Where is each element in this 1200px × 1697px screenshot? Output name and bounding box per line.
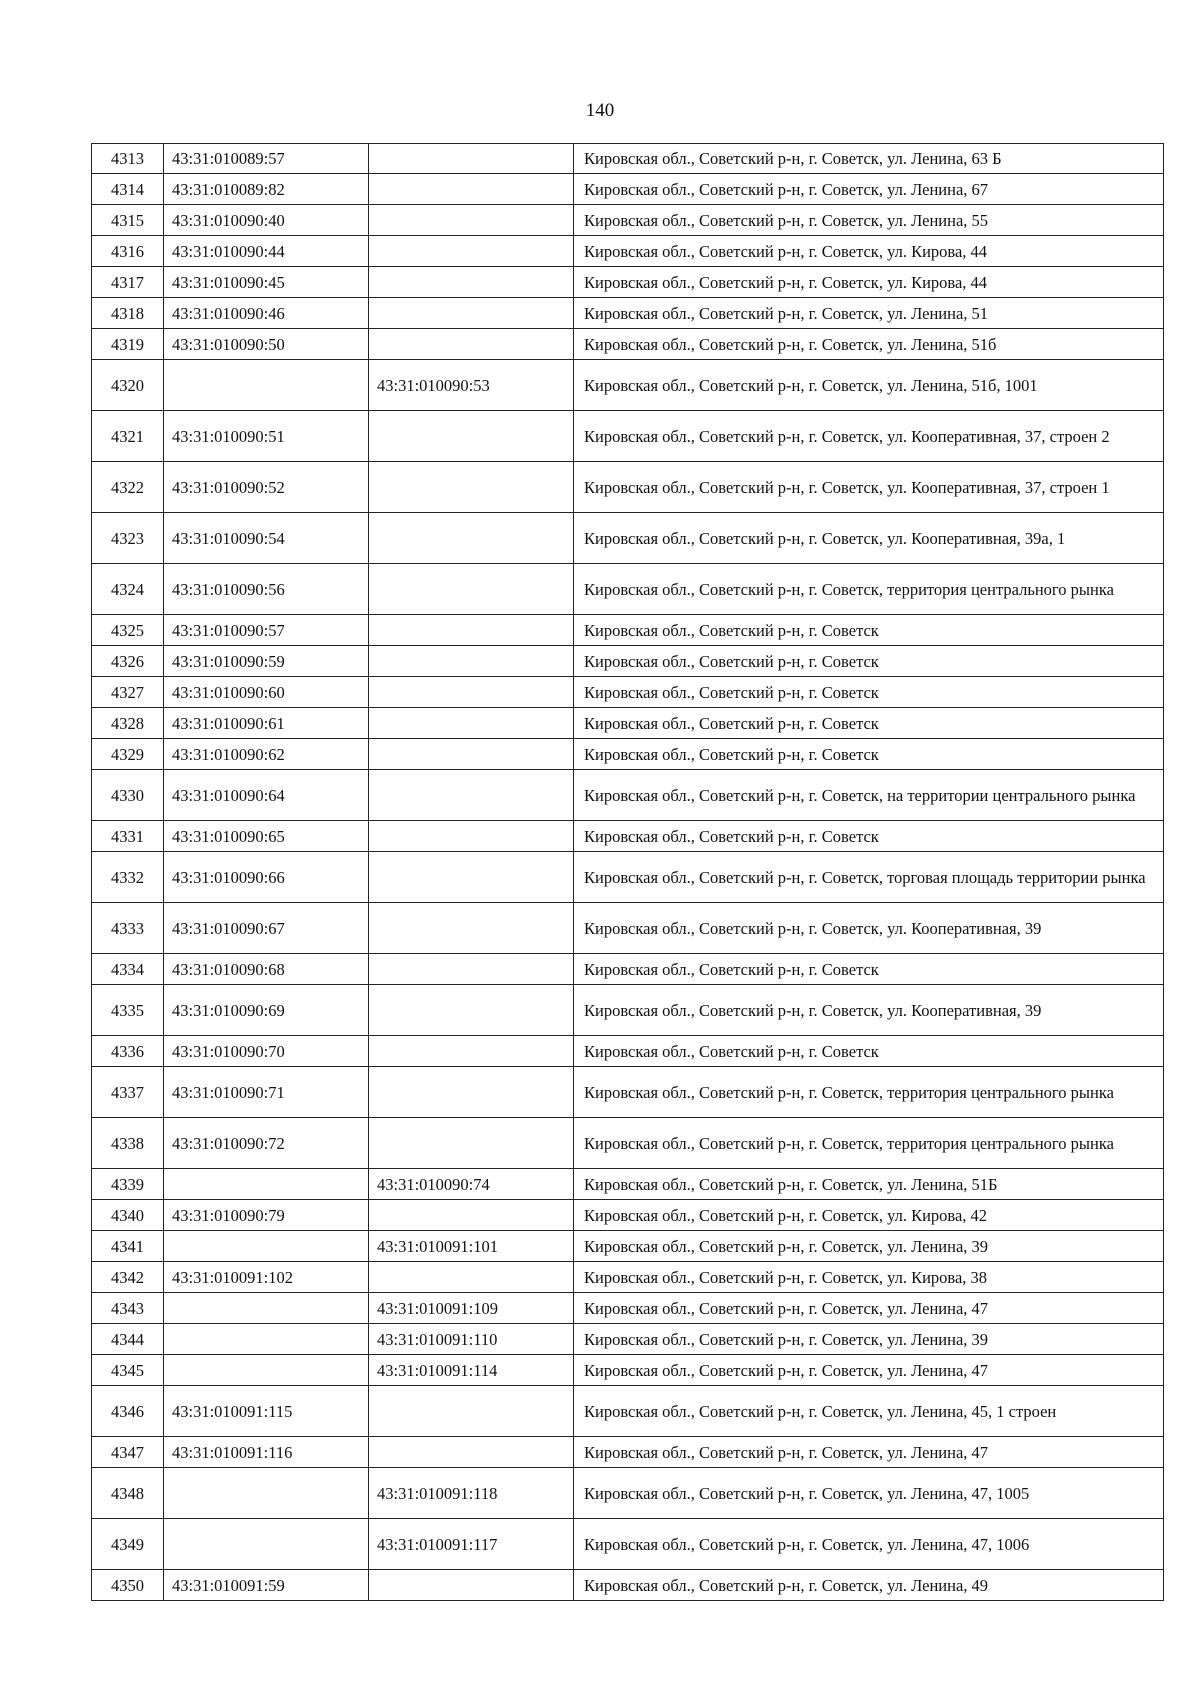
table-row xyxy=(92,564,1164,615)
cadastral-number-cell: 43:31:010090:66 xyxy=(164,852,369,903)
address-cell: Кировская обл., Советский р-н, г. Советск, ул. Кооперативная, 39 xyxy=(574,903,1164,954)
cadastral-number-cell: 43:31:010090:59 xyxy=(164,646,369,677)
row-number-cell: 4313 xyxy=(92,144,164,174)
table-row xyxy=(92,646,1164,677)
address-cell: Кировская обл., Советский р-н, г. Советск, ул. Ленина, 55 xyxy=(574,205,1164,236)
row-number-cell: 4334 xyxy=(92,954,164,985)
row-number-cell: 4318 xyxy=(92,298,164,329)
cadastral-number-cell: 43:31:010091:115 xyxy=(164,1386,369,1437)
page-number: 140 xyxy=(585,100,615,121)
cadastral-number-cell: 43:31:010091:102 xyxy=(164,1262,369,1293)
row-number-cell: 4346 xyxy=(92,1386,164,1437)
row-number-cell: 4322 xyxy=(92,462,164,513)
row-number-cell: 4314 xyxy=(92,174,164,205)
cadastral-number-cell: 43:31:010090:56 xyxy=(164,564,369,615)
cadastral-number-cell xyxy=(164,1231,369,1262)
address-cell: Кировская обл., Советский р-н, г. Советск, ул. Кирова, 42 xyxy=(574,1200,1164,1231)
table-row xyxy=(92,329,1164,360)
table-row xyxy=(92,1262,1164,1293)
cadastral-number-cell: 43:31:010090:45 xyxy=(164,267,369,298)
cadastral-number-alt-cell xyxy=(369,770,574,821)
cadastral-number-cell: 43:31:010089:57 xyxy=(164,144,369,174)
cadastral-number-alt-cell xyxy=(369,1067,574,1118)
row-number-cell: 4317 xyxy=(92,267,164,298)
row-number-cell: 4337 xyxy=(92,1067,164,1118)
address-cell: Кировская обл., Советский р-н, г. Советск, ул. Ленина, 63 Б xyxy=(574,144,1164,174)
cadastral-number-cell: 43:31:010089:82 xyxy=(164,174,369,205)
row-number-cell: 4344 xyxy=(92,1324,164,1355)
cadastral-number-alt-cell: 43:31:010091:110 xyxy=(369,1324,574,1355)
cadastral-number-cell: 43:31:010090:46 xyxy=(164,298,369,329)
table-row xyxy=(92,513,1164,564)
address-cell: Кировская обл., Советский р-н, г. Советск xyxy=(574,708,1164,739)
table-row xyxy=(92,205,1164,236)
address-cell: Кировская обл., Советский р-н, г. Советск, ул. Кооперативная, 37, строен 1 xyxy=(574,462,1164,513)
cadastral-number-alt-cell xyxy=(369,1036,574,1067)
cadastral-number-alt-cell xyxy=(369,267,574,298)
cadastral-number-alt-cell xyxy=(369,205,574,236)
table-row xyxy=(92,1519,1164,1570)
cadastral-number-cell xyxy=(164,360,369,411)
cadastral-number-alt-cell: 43:31:010091:118 xyxy=(369,1468,574,1519)
address-cell: Кировская обл., Советский р-н, г. Советск xyxy=(574,1036,1164,1067)
cadastral-number-alt-cell xyxy=(369,144,574,174)
table-row xyxy=(92,852,1164,903)
table-row xyxy=(92,298,1164,329)
row-number-cell: 4342 xyxy=(92,1262,164,1293)
cadastral-number-alt-cell xyxy=(369,677,574,708)
address-cell: Кировская обл., Советский р-н, г. Советск, ул. Ленина, 47, 1006 xyxy=(574,1519,1164,1570)
cadastral-number-cell: 43:31:010090:61 xyxy=(164,708,369,739)
cadastral-number-cell: 43:31:010090:72 xyxy=(164,1118,369,1169)
table-row xyxy=(92,1355,1164,1386)
table-row xyxy=(92,1200,1164,1231)
address-cell: Кировская обл., Советский р-н, г. Советск, ул. Ленина, 49 xyxy=(574,1570,1164,1601)
table-row xyxy=(92,1169,1164,1200)
cadastral-number-alt-cell: 43:31:010090:74 xyxy=(369,1169,574,1200)
cadastral-number-cell: 43:31:010090:68 xyxy=(164,954,369,985)
address-cell: Кировская обл., Советский р-н, г. Советск, ул. Кооперативная, 39а, 1 xyxy=(574,513,1164,564)
cadastral-number-alt-cell xyxy=(369,1570,574,1601)
table-row xyxy=(92,360,1164,411)
cadastral-number-alt-cell xyxy=(369,1386,574,1437)
table-row xyxy=(92,739,1164,770)
address-cell: Кировская обл., Советский р-н, г. Советск, ул. Кирова, 38 xyxy=(574,1262,1164,1293)
table-row xyxy=(92,985,1164,1036)
row-number-cell: 4319 xyxy=(92,329,164,360)
row-number-cell: 4338 xyxy=(92,1118,164,1169)
cadastral-number-cell: 43:31:010090:57 xyxy=(164,615,369,646)
row-number-cell: 4340 xyxy=(92,1200,164,1231)
cadastral-number-cell: 43:31:010090:54 xyxy=(164,513,369,564)
table-row xyxy=(92,411,1164,462)
cadastral-number-alt-cell: 43:31:010091:109 xyxy=(369,1293,574,1324)
row-number-cell: 4325 xyxy=(92,615,164,646)
row-number-cell: 4335 xyxy=(92,985,164,1036)
address-cell: Кировская обл., Советский р-н, г. Советск, ул. Ленина, 51б, 1001 xyxy=(574,360,1164,411)
address-cell: Кировская обл., Советский р-н, г. Советск, ул. Кирова, 44 xyxy=(574,267,1164,298)
row-number-cell: 4323 xyxy=(92,513,164,564)
cadastral-number-alt-cell xyxy=(369,329,574,360)
registry-rows xyxy=(92,144,1164,1601)
cadastral-number-cell: 43:31:010090:51 xyxy=(164,411,369,462)
cadastral-number-cell xyxy=(164,1293,369,1324)
cadastral-number-alt-cell xyxy=(369,708,574,739)
address-cell: Кировская обл., Советский р-н, г. Советск xyxy=(574,615,1164,646)
table-row xyxy=(92,174,1164,205)
cadastral-number-cell: 43:31:010090:44 xyxy=(164,236,369,267)
cadastral-number-alt-cell xyxy=(369,1262,574,1293)
cadastral-number-alt-cell xyxy=(369,174,574,205)
table-row xyxy=(92,708,1164,739)
address-cell: Кировская обл., Советский р-н, г. Советск, ул. Ленина, 45, 1 строен xyxy=(574,1386,1164,1437)
table-row xyxy=(92,903,1164,954)
cadastral-number-alt-cell xyxy=(369,513,574,564)
cadastral-number-cell: 43:31:010091:116 xyxy=(164,1437,369,1468)
cadastral-number-alt-cell xyxy=(369,739,574,770)
cadastral-number-alt-cell: 43:31:010091:101 xyxy=(369,1231,574,1262)
address-cell: Кировская обл., Советский р-н, г. Советск, территория центрального рынка xyxy=(574,564,1164,615)
row-number-cell: 4336 xyxy=(92,1036,164,1067)
cadastral-number-cell: 43:31:010090:50 xyxy=(164,329,369,360)
cadastral-number-alt-cell xyxy=(369,1118,574,1169)
row-number-cell: 4343 xyxy=(92,1293,164,1324)
row-number-cell: 4327 xyxy=(92,677,164,708)
address-cell: Кировская обл., Советский р-н, г. Советск, ул. Ленина, 39 xyxy=(574,1231,1164,1262)
address-cell: Кировская обл., Советский р-н, г. Советск, территория центрального рынка xyxy=(574,1067,1164,1118)
cadastral-number-alt-cell xyxy=(369,985,574,1036)
cadastral-number-cell: 43:31:010090:65 xyxy=(164,821,369,852)
cadastral-number-cell: 43:31:010090:40 xyxy=(164,205,369,236)
address-cell: Кировская обл., Советский р-н, г. Советск, ул. Ленина, 47 xyxy=(574,1355,1164,1386)
table-row xyxy=(92,1036,1164,1067)
cadastral-number-alt-cell xyxy=(369,1200,574,1231)
address-cell: Кировская обл., Советский р-н, г. Советск, ул. Ленина, 47, 1005 xyxy=(574,1468,1164,1519)
cadastral-number-alt-cell xyxy=(369,646,574,677)
cadastral-number-alt-cell xyxy=(369,903,574,954)
cadastral-number-alt-cell xyxy=(369,411,574,462)
cadastral-number-cell xyxy=(164,1355,369,1386)
cadastral-number-alt-cell: 43:31:010090:53 xyxy=(369,360,574,411)
row-number-cell: 4347 xyxy=(92,1437,164,1468)
cadastral-number-alt-cell xyxy=(369,954,574,985)
table-row xyxy=(92,1570,1164,1601)
table-row xyxy=(92,1437,1164,1468)
address-cell: Кировская обл., Советский р-н, г. Советск, ул. Ленина, 51б xyxy=(574,329,1164,360)
address-cell: Кировская обл., Советский р-н, г. Советск xyxy=(574,739,1164,770)
row-number-cell: 4339 xyxy=(92,1169,164,1200)
address-cell: Кировская обл., Советский р-н, г. Советск, ул. Кооперативная, 37, строен 2 xyxy=(574,411,1164,462)
row-number-cell: 4316 xyxy=(92,236,164,267)
address-cell: Кировская обл., Советский р-н, г. Советск xyxy=(574,954,1164,985)
row-number-cell: 4326 xyxy=(92,646,164,677)
table-row xyxy=(92,267,1164,298)
address-cell: Кировская обл., Советский р-н, г. Советск, ул. Ленина, 67 xyxy=(574,174,1164,205)
cadastral-number-alt-cell: 43:31:010091:114 xyxy=(369,1355,574,1386)
address-cell: Кировская обл., Советский р-н, г. Советск, ул. Ленина, 51Б xyxy=(574,1169,1164,1200)
cadastral-number-cell xyxy=(164,1468,369,1519)
address-cell: Кировская обл., Советский р-н, г. Советск, ул. Кооперативная, 39 xyxy=(574,985,1164,1036)
cadastral-number-cell: 43:31:010091:59 xyxy=(164,1570,369,1601)
cadastral-number-cell: 43:31:010090:70 xyxy=(164,1036,369,1067)
cadastral-number-alt-cell xyxy=(369,462,574,513)
table-row xyxy=(92,1386,1164,1437)
registry-table xyxy=(91,143,1164,1601)
cadastral-number-cell xyxy=(164,1169,369,1200)
cadastral-number-alt-cell xyxy=(369,298,574,329)
address-cell: Кировская обл., Советский р-н, г. Советск, ул. Кирова, 44 xyxy=(574,236,1164,267)
table-row xyxy=(92,1468,1164,1519)
cadastral-number-cell: 43:31:010090:52 xyxy=(164,462,369,513)
cadastral-number-alt-cell xyxy=(369,821,574,852)
cadastral-number-alt-cell xyxy=(369,852,574,903)
table-row xyxy=(92,1231,1164,1262)
address-cell: Кировская обл., Советский р-н, г. Советск, территория центрального рынка xyxy=(574,1118,1164,1169)
cadastral-number-cell: 43:31:010090:62 xyxy=(164,739,369,770)
cadastral-number-cell xyxy=(164,1324,369,1355)
row-number-cell: 4328 xyxy=(92,708,164,739)
row-number-cell: 4320 xyxy=(92,360,164,411)
cadastral-number-cell: 43:31:010090:67 xyxy=(164,903,369,954)
address-cell: Кировская обл., Советский р-н, г. Советск xyxy=(574,677,1164,708)
cadastral-number-cell: 43:31:010090:64 xyxy=(164,770,369,821)
address-cell: Кировская обл., Советский р-н, г. Советск, ул. Ленина, 51 xyxy=(574,298,1164,329)
table-row xyxy=(92,954,1164,985)
address-cell: Кировская обл., Советский р-н, г. Советск, ул. Ленина, 47 xyxy=(574,1293,1164,1324)
cadastral-number-alt-cell xyxy=(369,1437,574,1468)
row-number-cell: 4348 xyxy=(92,1468,164,1519)
row-number-cell: 4329 xyxy=(92,739,164,770)
address-cell: Кировская обл., Советский р-н, г. Советск xyxy=(574,646,1164,677)
address-cell: Кировская обл., Советский р-н, г. Советск, ул. Ленина, 39 xyxy=(574,1324,1164,1355)
table-row xyxy=(92,144,1164,174)
table-row xyxy=(92,1324,1164,1355)
table-row xyxy=(92,1293,1164,1324)
address-cell: Кировская обл., Советский р-н, г. Советск, торговая площадь территории рынка xyxy=(574,852,1164,903)
row-number-cell: 4350 xyxy=(92,1570,164,1601)
table-row xyxy=(92,236,1164,267)
row-number-cell: 4331 xyxy=(92,821,164,852)
cadastral-number-alt-cell: 43:31:010091:117 xyxy=(369,1519,574,1570)
row-number-cell: 4332 xyxy=(92,852,164,903)
table-row xyxy=(92,770,1164,821)
address-cell: Кировская обл., Советский р-н, г. Советск, ул. Ленина, 47 xyxy=(574,1437,1164,1468)
address-cell: Кировская обл., Советский р-н, г. Советск, на территории центрального рынка xyxy=(574,770,1164,821)
row-number-cell: 4324 xyxy=(92,564,164,615)
cadastral-number-cell: 43:31:010090:71 xyxy=(164,1067,369,1118)
address-cell: Кировская обл., Советский р-н, г. Советск xyxy=(574,821,1164,852)
cadastral-number-cell xyxy=(164,1519,369,1570)
table-row xyxy=(92,615,1164,646)
row-number-cell: 4315 xyxy=(92,205,164,236)
cadastral-number-cell: 43:31:010090:79 xyxy=(164,1200,369,1231)
table-row xyxy=(92,677,1164,708)
row-number-cell: 4341 xyxy=(92,1231,164,1262)
cadastral-number-alt-cell xyxy=(369,564,574,615)
row-number-cell: 4330 xyxy=(92,770,164,821)
table-row xyxy=(92,1118,1164,1169)
row-number-cell: 4333 xyxy=(92,903,164,954)
row-number-cell: 4321 xyxy=(92,411,164,462)
table-row xyxy=(92,1067,1164,1118)
row-number-cell: 4349 xyxy=(92,1519,164,1570)
table-row xyxy=(92,462,1164,513)
cadastral-number-cell: 43:31:010090:60 xyxy=(164,677,369,708)
cadastral-number-alt-cell xyxy=(369,236,574,267)
cadastral-number-alt-cell xyxy=(369,615,574,646)
row-number-cell: 4345 xyxy=(92,1355,164,1386)
cadastral-number-cell: 43:31:010090:69 xyxy=(164,985,369,1036)
table-row xyxy=(92,821,1164,852)
